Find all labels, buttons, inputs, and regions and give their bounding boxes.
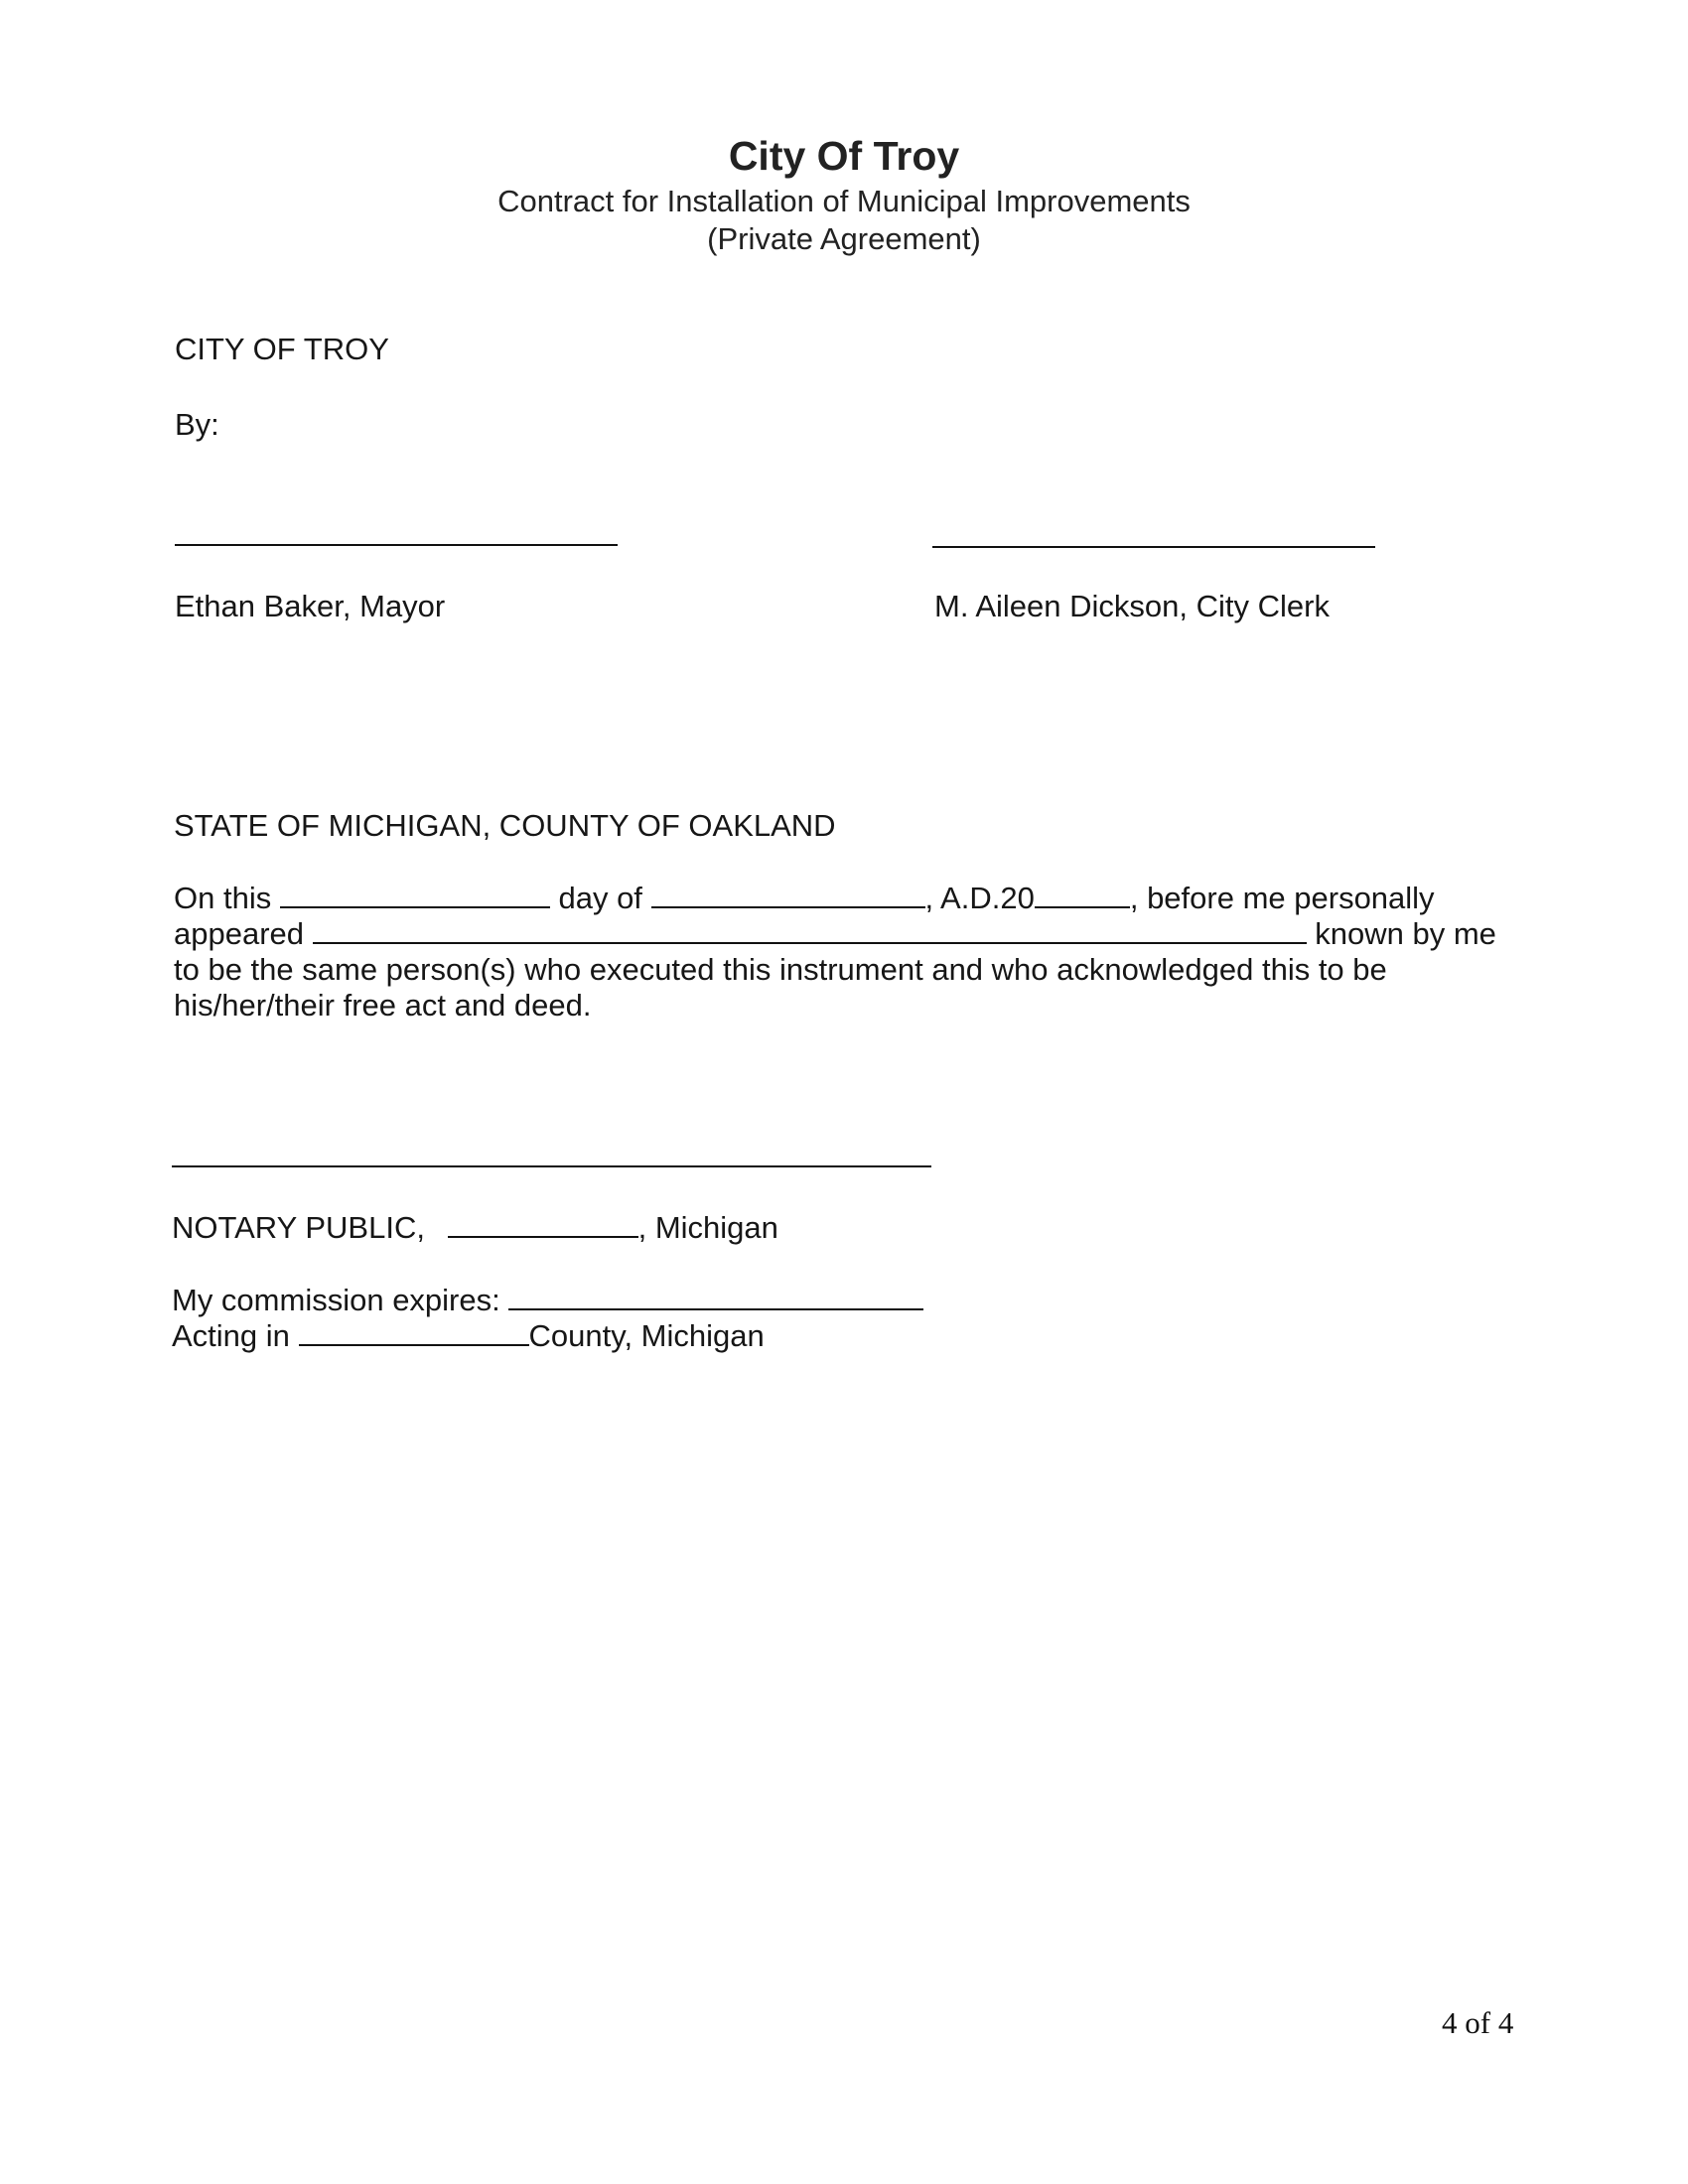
before-me-label: , before me personally (1129, 881, 1435, 915)
acting-county-blank (299, 1318, 529, 1346)
document-subtitle (0, 183, 1688, 258)
year-blank (1035, 881, 1130, 908)
notary-signature-line (172, 1165, 931, 1167)
ack-line-4: his/her/their free act and deed. (174, 988, 592, 1023)
person-name-blank (313, 916, 1307, 944)
commission-label: My commission expires: (172, 1283, 500, 1317)
city-heading: CITY OF TROY (175, 332, 389, 366)
ack-line-2 (174, 916, 1496, 952)
commission-blank (508, 1283, 923, 1310)
ack-line-3: to be the same person(s) who executed this instrument and who acknowledged this to be (174, 952, 1387, 987)
acting-in-suffix: County, Michigan (528, 1318, 765, 1353)
acting-in-label: Acting in (172, 1318, 290, 1353)
known-by-me-label: known by me (1315, 916, 1496, 951)
subtitle-line-2: (Private Agreement) (707, 221, 981, 256)
page-number: 4 of 4 (1442, 2005, 1514, 2040)
notary-public-label: NOTARY PUBLIC, (172, 1210, 425, 1245)
clerk-name: M. Aileen Dickson, City Clerk (934, 589, 1330, 623)
notary-public-line (172, 1210, 778, 1246)
mayor-signature-line (175, 544, 618, 546)
document-title: City Of Troy (728, 133, 960, 179)
day-of-label: day of (558, 881, 642, 915)
ack-line-1 (174, 881, 1435, 916)
day-blank (280, 881, 550, 908)
by-label: By: (175, 407, 219, 442)
on-this-label: On this (174, 881, 272, 915)
state-county-line: STATE OF MICHIGAN, COUNTY OF OAKLAND (174, 808, 836, 843)
subtitle-line-1: Contract for Installation of Municipal Improvements (497, 184, 1191, 218)
notary-public-state: , Michigan (637, 1210, 778, 1245)
commission-line (172, 1283, 923, 1318)
ad-label: , A.D.20 (924, 881, 1035, 915)
clerk-signature-line (932, 546, 1375, 548)
month-blank (651, 881, 925, 908)
notary-county-blank (448, 1210, 638, 1238)
appeared-label: appeared (174, 916, 305, 951)
acting-in-line (172, 1318, 765, 1354)
mayor-name: Ethan Baker, Mayor (175, 589, 446, 623)
